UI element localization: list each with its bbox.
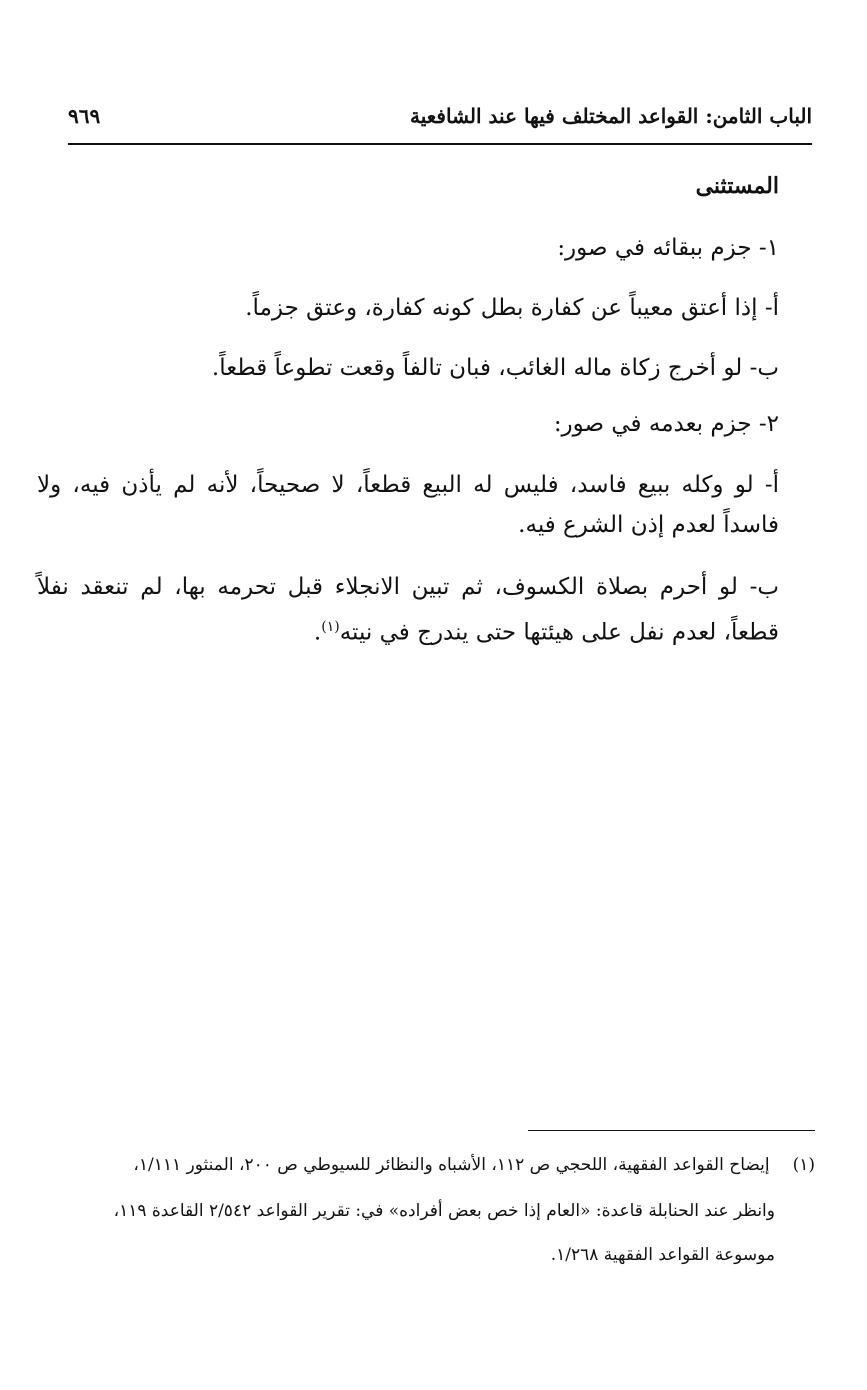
header-title: الباب الثامن: القواعد المختلف فيها عند الشافعية bbox=[410, 104, 812, 128]
paragraph-case-2b-end: . bbox=[313, 619, 322, 646]
footnote-number: (١) bbox=[792, 1155, 815, 1175]
paragraph-case-1: ١- جزم ببقائه في صور: bbox=[557, 235, 779, 261]
section-title: المستثنى bbox=[695, 173, 779, 199]
footnote-line-2: وانظر عند الحنابلة قاعدة: «العام إذا خص بعض أفراده» في: تقرير القواعد ٢/٥٤٢ القاعدة ١١٩، bbox=[113, 1201, 775, 1221]
footnote-reference[interactable]: (١) bbox=[321, 619, 340, 635]
footnote-separator bbox=[528, 1130, 815, 1131]
footnote-line-3: موسوعة القواعد الفقهية ١/٢٦٨. bbox=[550, 1245, 775, 1265]
paragraph-case-2: ٢- جزم بعدمه في صور: bbox=[553, 411, 779, 437]
footnote-line-1 bbox=[52, 1150, 815, 1180]
running-header bbox=[68, 98, 812, 134]
page-number: ٩٦٩ bbox=[68, 104, 101, 128]
paragraph-case-1a: أ- إذا أعتق معيباً عن كفارة بطل كونه كفارة، وعتق جزماً. bbox=[245, 295, 779, 321]
paragraph-case-2b-text: ب- لو أحرم بصلاة الكسوف، ثم تبين الانجلاء قبل تحرمه بها، لم تنعقد نفلاً قطعاً، لعدم نفل على هيئتها حتى يندرج في نيته bbox=[37, 574, 779, 646]
header-rule bbox=[68, 143, 812, 145]
paragraph-case-2b bbox=[37, 567, 779, 653]
footnote-text-1: إيضاح القواعد الفقهية، اللحجي ص ١١٢، الأشباه والنظائر للسيوطي ص ٢٠٠، المنثور ١/١١١، bbox=[133, 1155, 770, 1175]
paragraph-case-1b: ب- لو أخرج زكاة ماله الغائب، فبان تالفاً وقعت تطوعاً قطعاً. bbox=[211, 355, 779, 381]
paragraph-case-2a: أ- لو وكله ببيع فاسد، فليس له البيع قطعاً، لا صحيحاً، لأنه لم يأذن فيه، ولا فاسداً لعدم إذن الشرع فيه. bbox=[37, 472, 779, 538]
